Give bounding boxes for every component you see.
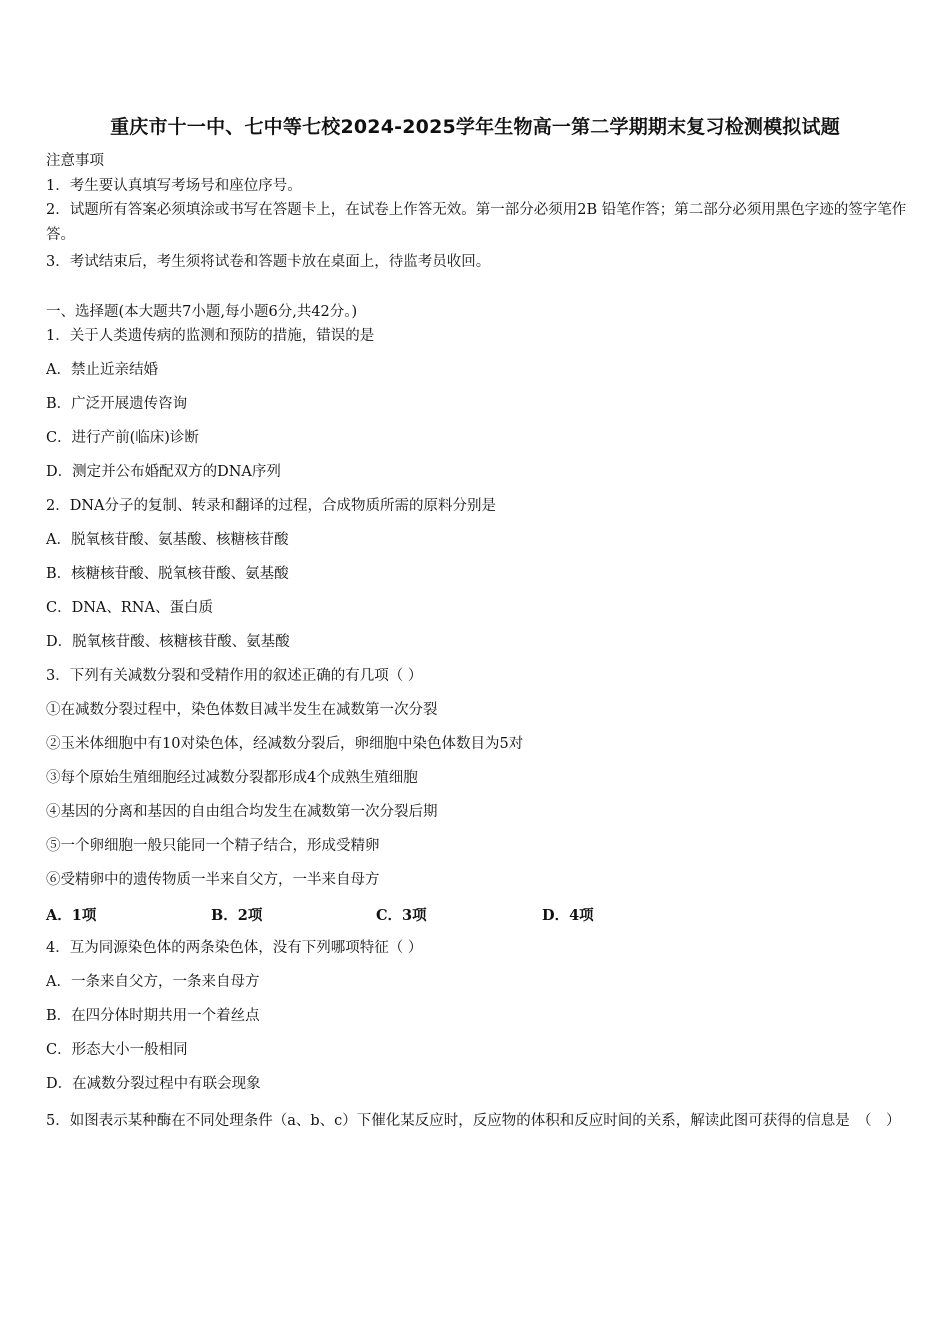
question-statement: ⑤一个卵细胞一般只能同一个精子结合，形成受精卵	[46, 838, 380, 854]
question-stem: 1．关于人类遗传病的监测和预防的措施，错误的是	[46, 328, 375, 344]
question-option: C．3项	[376, 907, 427, 924]
question-option: A．1项	[46, 907, 97, 924]
question-option: A．一条来自父方，一条来自母方	[46, 974, 260, 990]
question-option: A．禁止近亲结婚	[46, 362, 158, 378]
question-option: D．在减数分裂过程中有联会现象	[46, 1076, 261, 1092]
exam-title: 重庆市十一中、七中等七校2024-2025学年生物高一第二学期期末复习检测模拟试题	[110, 116, 840, 138]
question-option: C．形态大小一般相同	[46, 1042, 188, 1058]
question-stem: 4．互为同源染色体的两条染色体，没有下列哪项特征（ ）	[46, 940, 423, 956]
question-statement: ④基因的分离和基因的自由组合均发生在减数第一次分裂后期	[46, 804, 438, 820]
question-statement: ⑥受精卵中的遗传物质一半来自父方，一半来自母方	[46, 872, 380, 888]
question-statement: ②玉米体细胞中有10对染色体，经减数分裂后，卵细胞中染色体数目为5对	[46, 736, 524, 752]
notice-item: 1．考生要认真填写考场号和座位序号。	[46, 178, 302, 194]
question-option: C．DNA、RNA、蛋白质	[46, 600, 213, 616]
question-option: C．进行产前(临床)诊断	[46, 430, 199, 446]
question-statement: ①在减数分裂过程中，染色体数目减半发生在减数第一次分裂	[46, 702, 438, 718]
notice-heading: 注意事项	[46, 153, 104, 169]
question-statement: ③每个原始生殖细胞经过减数分裂都形成4个成熟生殖细胞	[46, 770, 418, 786]
question-stem: 5．如图表示某种酶在不同处理条件（a、b、c）下催化某反应时，反应物的体积和反应时间的关系，解读此图可获得的信息是 （ ）	[46, 1113, 901, 1129]
question-option: B．在四分体时期共用一个着丝点	[46, 1008, 260, 1024]
question-stem: 2．DNA分子的复制、转录和翻译的过程，合成物质所需的原料分别是	[46, 498, 497, 514]
question-option: D．测定并公布婚配双方的DNA序列	[46, 464, 281, 480]
notice-item: 3．考试结束后，考生须将试卷和答题卡放在桌面上，待监考员收回。	[46, 254, 491, 270]
section-heading: 一、选择题(本大题共7小题,每小题6分,共42分。)	[46, 304, 358, 320]
question-option: D．脱氧核苷酸、核糖核苷酸、氨基酸	[46, 634, 290, 650]
notice-item: 2．试题所有答案必须填涂或书写在答题卡上，在试卷上作答无效。第一部分必须用2B 铅笔作答；第二部分必须用黑色字迹的签字笔作答。	[46, 202, 907, 243]
question-option: B．核糖核苷酸、脱氧核苷酸、氨基酸	[46, 566, 289, 582]
question-option: B．广泛开展遗传咨询	[46, 396, 188, 412]
question-option: A．脱氧核苷酸、氨基酸、核糖核苷酸	[46, 532, 289, 548]
question-option: B．2项	[211, 907, 263, 924]
question-option: D．4项	[542, 907, 594, 924]
question-stem: 3．下列有关减数分裂和受精作用的叙述正确的有几项（ ）	[46, 668, 423, 684]
